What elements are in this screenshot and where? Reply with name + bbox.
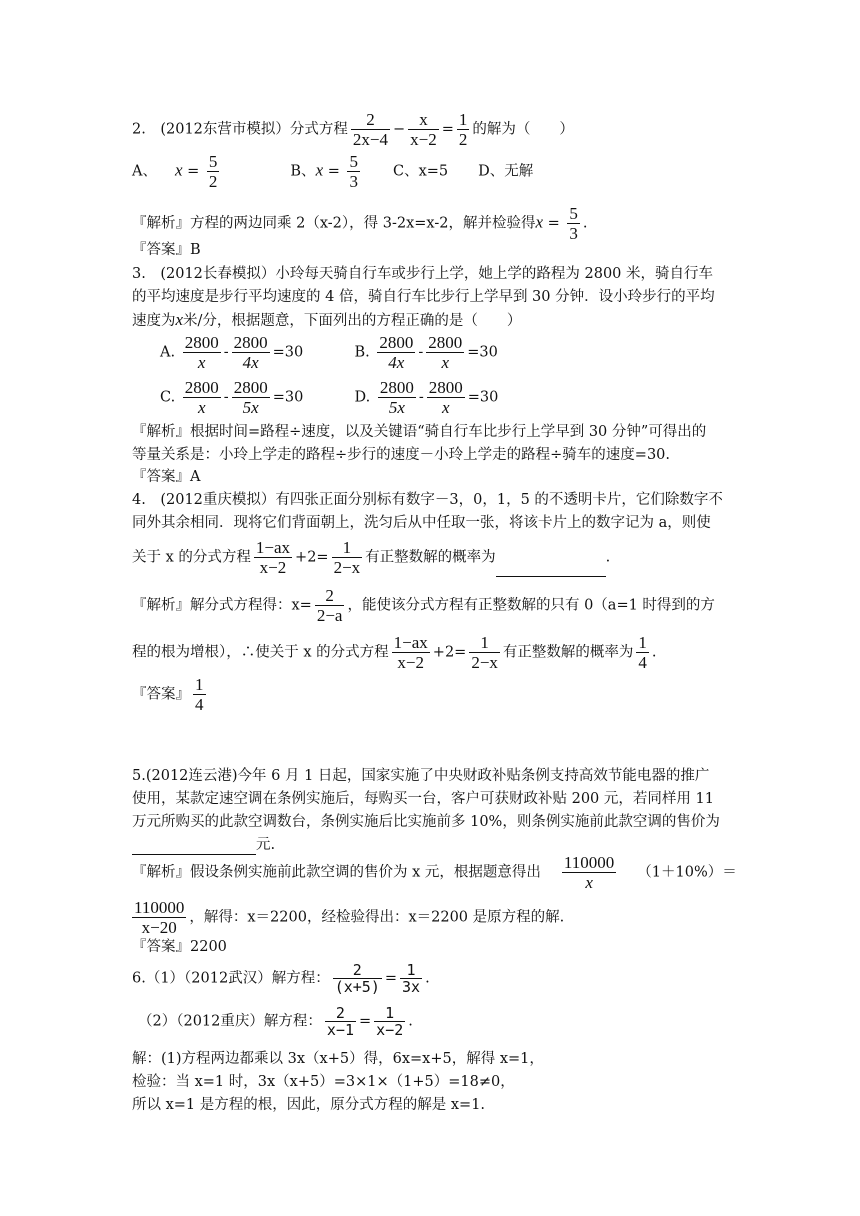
numerator: 1−ax [255,538,291,557]
q2-fraction-2 [408,110,439,149]
q4-fraction-2 [332,538,363,577]
option-d-label: D. [354,389,371,406]
numerator: 5 [208,152,218,171]
denominator: 2−a [316,606,343,625]
denominator: 2x−4 [352,130,388,149]
numerator: 1 [469,633,500,653]
equals-sign: = [358,1013,372,1030]
numerator: 2800 [233,333,268,352]
denominator: 4x [242,353,259,372]
q2-options: A、 x = $\frac{5}{2}$ B、x = $\frac{5}{3}$ C、x=5 D、无解 [132,152,534,191]
q4-line-2: 同外其余相同．现将它们背面朝上，洗匀后从中任取一张，将该卡片上的数字记为 a，则使 [132,515,711,531]
option-b-var: x [315,160,324,180]
q6-part-2-end: . [408,1013,413,1030]
q5-line-4-end: 元. [256,837,276,853]
answer-blank [496,558,606,577]
denominator: 3x [402,978,421,996]
q5-analysis-text: 『解析』假设条例实施前此款空调的售价为 x 元，根据题意得出 [132,864,541,881]
denominator: x−2 [410,130,437,149]
denominator: 4 [638,653,647,672]
q3-option-row-1 [160,333,498,372]
option-b-fraction-1 [377,333,415,372]
q5-line-1: 5.(2012连云港)今年 6 月 1 日起，国家实施了中央财政补贴条例支持高效节能电器的推广 [132,768,710,784]
denominator: x−2 [397,653,425,672]
analysis-end: . [582,215,588,232]
q4-line-3-prob: 有正整数解的概率为 [365,549,496,566]
q2-stem-text: 2. (2012东营市模拟）分式方程 [132,121,348,138]
q5-analysis-2 [132,898,564,937]
q5-analysis-text-2: （1＋10%）＝ [637,864,737,881]
minus-sign: - [418,389,424,406]
option-c-rest: =30 [272,389,304,406]
q3-analysis-2: 等量关系是：小玲上学走的路程÷步行的速度－小玲上学走的路程÷骑车的速度=30. [132,447,671,463]
denominator: x−2 [259,558,287,577]
numerator: 5 [349,152,358,171]
option-c-fraction-2 [232,378,270,417]
option-b-fraction-2 [426,333,464,372]
q5-analysis-fraction-1 [562,853,616,892]
option-a-fraction-2 [232,333,270,372]
numerator: 2 [315,586,345,606]
q6-part-2 [138,1005,413,1038]
numerator: 2800 [184,378,219,397]
q4-answer-fraction [193,675,206,714]
q4-analysis-1 [132,586,715,625]
denominator: x−20 [141,918,177,937]
denominator: 5x [242,398,259,417]
denominator: 5x [388,398,405,417]
denominator: 4x [388,353,405,372]
denominator: 3 [349,172,358,191]
option-b-fraction [347,152,360,191]
numerator: 2800 [428,333,463,352]
option-c-label: C. [160,389,176,406]
q6-part-2-fraction-1 [325,1005,356,1038]
equals-sign: = [384,970,398,987]
q5-analysis-2-text: ，解得：x＝2200，经检验得出：x＝2200 是原方程的解. [189,909,565,926]
numerator: 5 [569,204,578,223]
denominator: 2 [208,172,218,191]
q4-analysis-2-prob: 有正整数解的概率为 [502,644,634,661]
equals-sign: = [441,121,454,138]
numerator: 1 [458,110,468,129]
minus-sign: − [393,121,406,138]
option-c: C、x=5 [392,163,449,180]
q6-solution-1: 解：(1)方程两边都乘以 3x（x+5）得，6x=x+5，解得 x=1， [132,1051,544,1067]
numerator: x [408,110,439,130]
numerator: 110000 [134,898,185,917]
numerator: 1 [332,538,363,558]
denominator: (x+5) [334,978,380,996]
q6-part-1-text: 6.（1）（2012武汉）解方程： [132,970,330,987]
denominator: x [441,353,449,372]
q4-analysis-text: 『解析』解分式方程得：x= [132,597,312,614]
denominator: x [441,398,450,417]
numerator: 2 [351,110,390,130]
q3-line-2: 的平均速度是步行平均速度的 4 倍，骑自行车比步行上学早到 30 分钟．设小玲步行的平均 [132,289,715,305]
analysis-var: x [535,212,544,232]
option-a-var: x [174,160,183,180]
q4-analysis-text-2: ，能使该分式方程有正整数解的只有 0（a=1 时得到的方 [347,597,715,614]
option-a-fraction [207,152,220,191]
denominator: 3 [569,224,578,243]
q6-part-1-fraction-2 [400,962,422,995]
q3-line-3-end: 米/分，根据题意，下面列出的方程正确的是（ ） [183,313,522,329]
analysis-text: 『解析』方程的两边同乘 2（x-2），得 3-2x=x-2，解并检验得 [132,215,536,232]
q6-solution-3: 所以 x=1 是方程的根，因此，原分式方程的解是 x=1. [132,1097,486,1113]
minus-sign: - [223,344,229,361]
q4-probability-fraction [636,633,649,672]
plus-two: +2= [432,644,467,661]
numerator: 1 [374,1005,405,1022]
answer-label: 『答案』 [132,686,190,703]
option-b-label: B、 [290,163,316,180]
q2-answer: 『答案』B [132,242,201,258]
numerator: 1 [195,675,204,694]
q2-fraction-1 [351,110,390,149]
q6-part-2-text: （2）（2012重庆）解方程： [138,1013,322,1030]
q2-analysis: 『解析』方程的两边同乘 2（x-2），得 3-2x=x-2，解并检验得x = $\frac{5}{3}$ . [132,204,588,243]
q4-analysis-2-end: . [651,644,657,661]
q5-answer: 『答案』2200 [132,939,227,955]
denominator: x [198,398,206,417]
minus-sign: - [223,389,229,406]
q4-line-1: 4. (2012重庆模拟）有四张正面分别标有数字－3，0，1，5 的不透明卡片，它们除数字不 [132,492,723,508]
option-a-label: A、 [132,163,157,180]
option-a-label: A. [160,344,176,361]
denominator: x−2 [376,1021,404,1039]
q2-fraction-3 [457,110,470,149]
q6-part-1-end: . [425,970,430,987]
numerator: 2 [333,962,382,979]
numerator: 2800 [233,378,268,397]
q3-answer: 『答案』A [132,469,201,485]
q3-line-1: 3. (2012长春模拟）小玲每天骑自行车或步行上学，她上学的路程为 2800 米，骑自行车 [132,266,714,282]
denominator: x−1 [326,1021,354,1039]
option-d-rest: =30 [467,389,499,406]
q6-part-1 [132,962,430,995]
numerator: 2800 [379,333,414,352]
q4-fraction-1 [254,538,292,577]
q6-part-2-fraction-2 [374,1005,405,1038]
q3-option-row-2 [160,378,498,417]
option-d: D、无解 [478,163,534,180]
denominator: 2 [458,130,468,149]
numerator: 1−ax [393,633,428,652]
numerator: 1 [638,633,647,652]
analysis-fraction [567,204,580,243]
denominator: x [585,873,593,892]
minus-sign: - [418,344,424,361]
q6-solution-2: 检验：当 x=1 时，3x（x+5）=3×1×（1+5）=18≠0， [132,1074,515,1090]
q4-line-3 [132,538,610,577]
option-a-fraction-1 [183,333,221,372]
numerator: 2800 [184,333,219,352]
q5-analysis-1 [132,853,737,892]
plus-two: +2= [295,549,329,566]
numerator: 110000 [563,853,615,872]
option-b-label: B. [354,344,370,361]
q6-part-1-fraction-1 [333,962,382,995]
q3-analysis-1: 『解析』根据时间=路程÷速度，以及关键语“骑自行车比步行上学早到 30 分钟”可得出的 [132,424,707,440]
q4-analysis-fraction-1 [392,633,430,672]
option-d-fraction-2 [427,378,465,417]
q3-var: x [175,310,184,329]
denominator: 2−x [471,653,498,672]
q5-line-2: 使用，某款定速空调在条例实施后，每购买一台，客户可获财政补贴 200 元，若同样用 11 [132,791,714,807]
q4-analysis-fraction-2 [469,633,500,672]
numerator: 2800 [379,378,414,397]
q4-analysis-2 [132,633,657,672]
q4-analysis-fraction [315,586,345,625]
q4-analysis-2-text: 程的根为增根），∴使关于 x 的分式方程 [132,644,389,661]
q3-line-3 [132,310,521,331]
numerator: 2800 [428,378,463,397]
q3-line-3-text: 速度为 [132,313,176,329]
numerator: 1 [400,962,422,979]
denominator: 4 [195,695,204,714]
q2-stem-end: 的解为（ ） [472,121,574,138]
q4-line-3-end: . [605,549,611,566]
denominator: 2−x [333,558,361,577]
numerator: 2 [325,1005,356,1022]
option-b-rest: =30 [467,344,498,361]
q5-analysis-fraction-2 [132,898,186,937]
denominator: x [197,353,206,372]
option-c-fraction-1 [183,378,221,417]
q4-answer [132,675,209,714]
q4-line-3-text: 关于 x 的分式方程 [132,549,251,566]
option-d-fraction-1 [378,378,416,417]
q5-line-3: 万元所购买的此款空调数台，条例实施后比实施前多 10%，则条例实施前此款空调的售价为 [132,814,720,830]
option-a-rest: =30 [272,344,304,361]
q2-stem [132,110,574,149]
q5-line-4 [132,835,275,855]
